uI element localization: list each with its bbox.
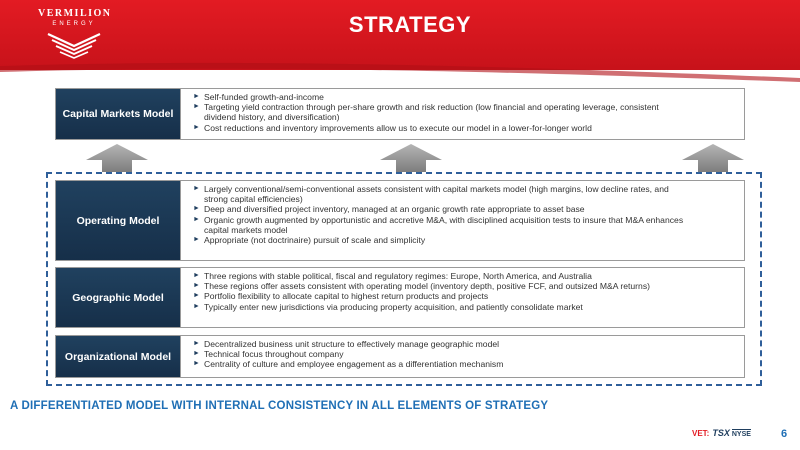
geographic-model-label: Geographic Model — [56, 268, 181, 327]
operating-model-list — [181, 181, 744, 260]
capital-markets-list — [181, 89, 744, 139]
up-arrow-icon — [86, 144, 148, 172]
page-title: STRATEGY — [348, 12, 472, 37]
list-item: ► These regions offer assets consistent with operating model (inventory depth, positive FCF, and outsized M&A returns) — [193, 281, 650, 292]
bullet-arrow-icon: ► — [193, 185, 200, 192]
list-item: ► Targeting yield contraction through per-share growth and risk reduction (low financial and operating leverage, consistent — [193, 102, 659, 113]
logo-sub: ENERGY — [52, 21, 96, 27]
bullet-arrow-icon: ► — [193, 292, 200, 300]
geographic-model-row — [55, 267, 745, 328]
geographic-model-list — [181, 268, 744, 327]
logo-chevrons-icon — [44, 31, 104, 61]
bullet-arrow-icon: ► — [193, 360, 200, 368]
bullet-arrow-icon: ► — [193, 205, 200, 213]
bullet-arrow-icon: ► — [193, 282, 200, 290]
ticker-nyse: NYSE — [731, 430, 751, 438]
tagline: A DIFFERENTIATED MODEL WITH INTERNAL CONSISTENCY IN ALL ELEMENTS OF STRATEGY — [10, 400, 549, 412]
list-item: ► Portfolio flexibility to allocate capital to highest return products and projects — [193, 291, 489, 302]
bullet-arrow-icon: ► — [193, 340, 200, 347]
organizational-model-label: Organizational Model — [56, 336, 181, 377]
list-item: strong capital efficiencies) — [204, 194, 303, 205]
list-item: dividend history, and diversification) — [204, 112, 340, 123]
stock-ticker — [692, 424, 751, 442]
ticker-vet: VET: — [692, 428, 710, 438]
bullet-arrow-icon: ► — [193, 302, 200, 310]
bullet-arrow-icon: ► — [193, 93, 200, 100]
page-number: 6 — [781, 428, 788, 440]
list-item: ► Appropriate (not doctrinaire) pursuit of scale and simplicity — [193, 235, 426, 246]
list-item: ► Cost reductions and inventory improvements allow us to execute our model in a lower-for-longer world — [193, 122, 592, 133]
list-item: ► Self-funded growth-and-income — [193, 92, 324, 102]
list-item: ► Three regions with stable political, fiscal and regulatory regimes: Europe, North America, and Australia — [193, 271, 592, 281]
operating-model-row — [55, 180, 745, 261]
operating-model-label: Operating Model — [56, 181, 181, 260]
list-item: ► Typically enter new jurisdictions via producing property acquisition, and patiently consolidate market — [193, 301, 583, 312]
logo-name: VERMILION — [38, 8, 112, 19]
list-item: ► Decentralized business unit structure to effectively manage geographic model — [193, 339, 500, 349]
list-item: ► Largely conventional/semi-conventional assets consistent with capital markets model (high margins, low decline rates, and — [193, 184, 669, 194]
capital-markets-row — [55, 88, 745, 140]
up-arrow-icon — [682, 144, 744, 172]
bullet-arrow-icon: ► — [193, 236, 200, 244]
list-item: ► Technical focus throughout company — [193, 349, 344, 360]
list-item: ► Organic growth augmented by opportunistic and accretive M&A, with disciplined acquisition tests to insure that M&A enhances — [193, 214, 684, 225]
bullet-arrow-icon: ► — [193, 215, 200, 223]
capital-markets-label: Capital Markets Model — [56, 89, 181, 139]
list-item: capital markets model — [204, 224, 288, 235]
bullet-arrow-icon: ► — [193, 123, 200, 131]
ticker-tsx: TSX — [712, 428, 730, 438]
bullet-arrow-icon: ► — [193, 103, 200, 111]
bullet-arrow-icon: ► — [193, 272, 200, 279]
vermilion-logo — [38, 8, 110, 64]
list-item: ► Deep and diversified project inventory, managed at an organic growth rate appropriate to asset base — [193, 204, 585, 215]
list-item: ► Centrality of culture and employee engagement as a differentiation mechanism — [193, 359, 504, 370]
up-arrow-icon — [380, 144, 442, 172]
organizational-model-list — [181, 336, 744, 377]
bullet-arrow-icon: ► — [193, 350, 200, 358]
organizational-model-row — [55, 335, 745, 378]
